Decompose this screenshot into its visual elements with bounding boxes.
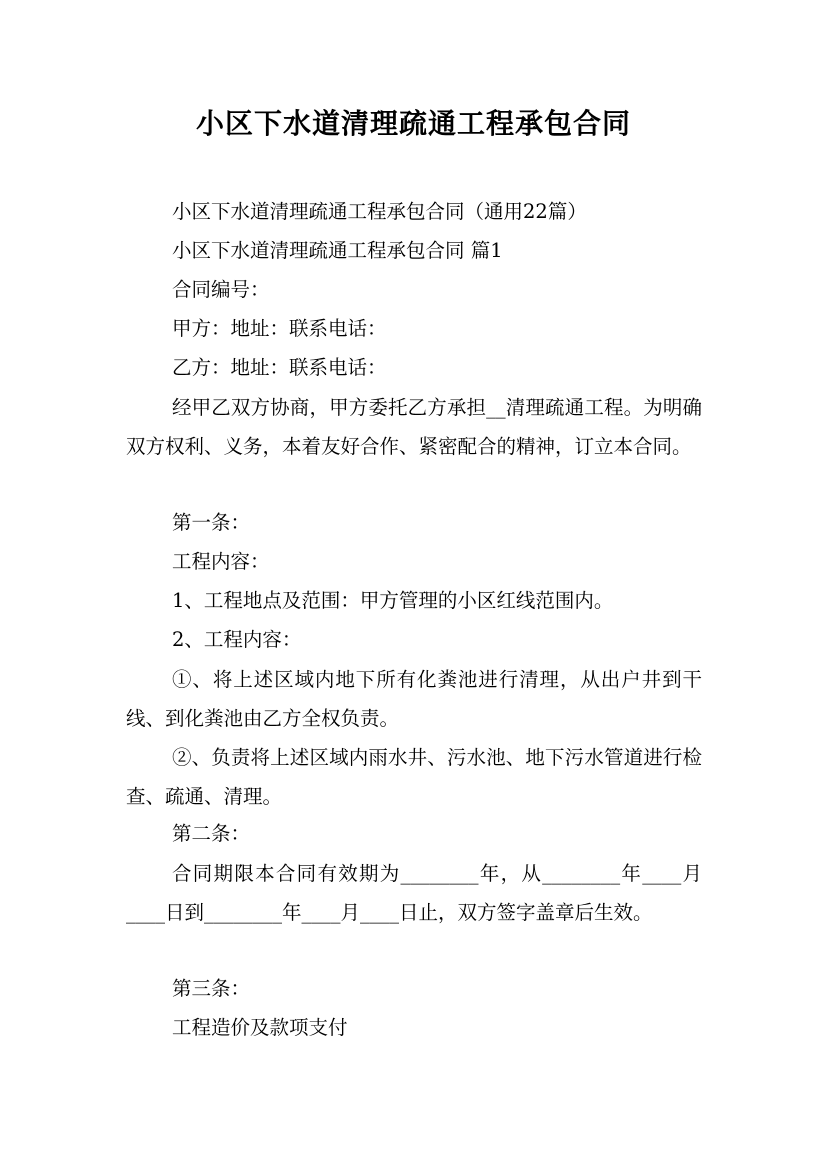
party-b-line: 乙方：地址：联系电话：: [172, 356, 387, 379]
document-title: 小区下水道清理疏通工程承包合同: [195, 107, 631, 140]
scope-sub-item-2: ②、负责将上述区域内雨水井、污水池、地下污水管道进行检查、疏通、清理。: [126, 746, 702, 808]
article-3-heading: 第三条：: [172, 977, 251, 1000]
subtitle: 小区下水道清理疏通工程承包合同（通用22篇）: [172, 200, 587, 223]
contract-number: 合同编号：: [172, 278, 270, 301]
scope-sub-item-1: ①、将上述区域内地下所有化粪池进行清理，从出户井到干线、到化粪池由乙方全权负责。: [126, 668, 702, 730]
scope-item-1: 1、工程地点及范围：甲方管理的小区红线范围内。: [172, 589, 614, 612]
party-a-line: 甲方：地址：联系电话：: [172, 317, 387, 340]
part-heading: 小区下水道清理疏通工程承包合同 篇1: [172, 239, 503, 262]
scope-item-2: 2、工程内容：: [172, 628, 302, 651]
payment-heading: 工程造价及款项支付: [172, 1016, 348, 1039]
intro-paragraph: 经甲乙双方协商，甲方委托乙方承担__清理疏通工程。为明确双方权利、义务，本着友好合作、紧密配合的精神，订立本合同。: [126, 396, 702, 458]
term-paragraph: 合同期限本合同有效期为________年，从________年____月____日到________年____月____日止，双方签字盖章后生效。: [126, 862, 702, 924]
article-2-heading: 第二条：: [172, 822, 251, 845]
scope-heading: 工程内容：: [172, 550, 270, 573]
article-1-heading: 第一条：: [172, 511, 251, 534]
